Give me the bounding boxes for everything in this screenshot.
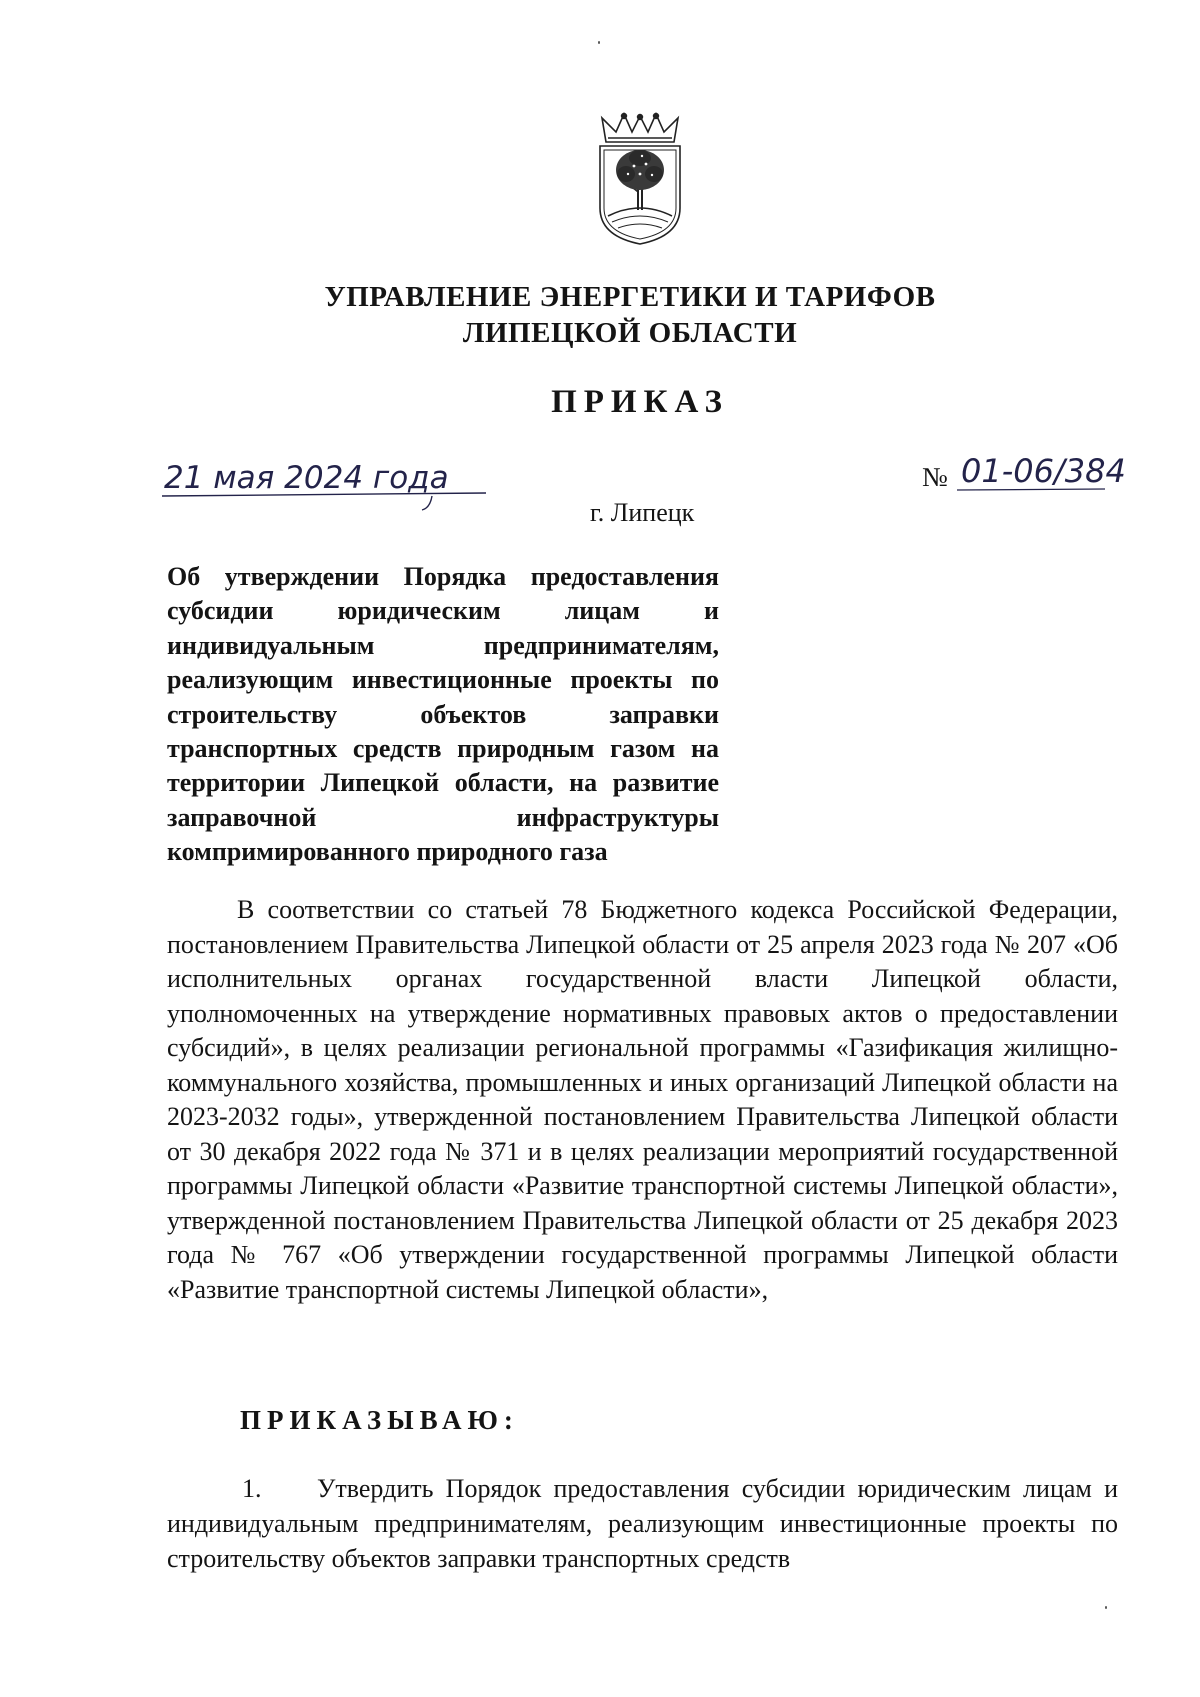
lipetsk-coat-of-arms-icon [592,112,688,246]
document-type-title: ПРИКАЗ [551,384,729,420]
order-item-text: Утвердить Порядок предоставления субсидии юридическим лицам и индивидуальным предпринимателям, реализующим инвестиционные проекты по строительству объектов заправки транспортных средств [167,1474,1118,1573]
order-item-number: 1. [242,1474,262,1503]
preamble-paragraph: В соответствии со статьей 78 Бюджетного кодекса Российской Федерации, постановлением Правительства Липецкой области от 25 апреля 2023 года № 207 «Об исполнительных органах государственной власти Липецкой области, уполномоченных на утверждение нормативных правовых актов о предоставлении субсидий», в целях реализации региональной программы «Газификация жилищно-коммунального хозяйства, промышленных и иных организаций Липецкой области на 2023-2032 годы», утвержденной постановлением Правительства Липецкой области от 30 декабря 2022 года № 371 и в целях реализации мероприятий государственной программы Липецкой области «Развитие транспортной системы Липецкой области», утвержденной постановлением Правительства Липецкой области от 25 декабря 2023 года № 767 «Об утверждении государственной программы Липецкой области «Развитие транспортной системы Липецкой области», [167,895,1118,1304]
svg-text:01-06/384: 01-06/384 [961,452,1126,490]
document-subject: Об утверждении Порядка предоставления субсидии юридическим лицам и индивидуальным предпринимателям, реализующим инвестиционные проекты по строительству объектов заправки транспортных средств природным газом на территории Липецкой области, на развитие заправочной инфраструктуры компримированного природного газа [167,562,719,867]
organization-name-line-2: ЛИПЕЦКОЙ ОБЛАСТИ [462,317,798,349]
svg-text:21 мая 2024 года: 21 мая 2024 года [164,460,449,496]
scan-speck [1105,1606,1107,1609]
order-item [167,1472,1118,1576]
organization-name-line-1: УПРАВЛЕНИЕ ЭНЕРГЕТИКИ И ТАРИФОВ [324,281,936,313]
order-directive-heading: ПРИКАЗЫВАЮ: [240,1405,519,1435]
city: г. Липецк [590,498,695,527]
number-sign: № [922,462,948,492]
handwritten-date [160,452,490,512]
scan-speck [598,41,600,44]
handwritten-document-number [955,446,1135,504]
